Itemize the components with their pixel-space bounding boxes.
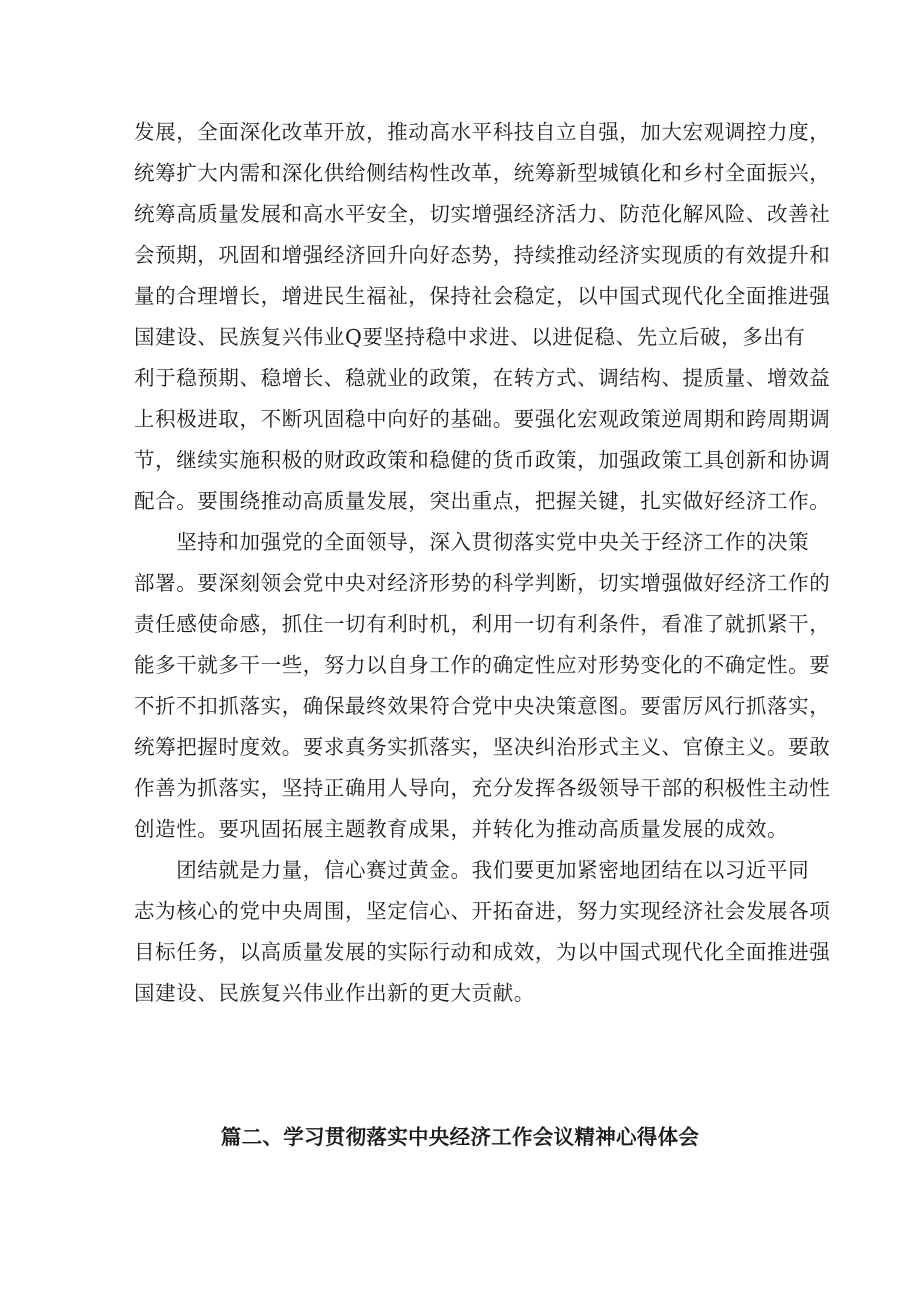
text-line: 量的合理增长，增进民生福祉，保持社会稳定，以中国式现代化全面推进强	[134, 284, 831, 308]
text-line: 创造性。要巩固拓展主题教育成果，并转化为推动高质量发展的成效。	[134, 817, 789, 841]
text-line: 目标任务，以高质量发展的实际行动和成效，为以中国式现代化全面推进强	[134, 940, 831, 964]
text-line: 责任感使命感，抓住一切有利时机，利用一切有利条件，看准了就抓紧干，	[134, 612, 831, 636]
text-line: 志为核心的党中央周围，坚定信心、开拓奋进，努力实现经济社会发展各项	[134, 899, 831, 923]
text-line: 国建设、民族复兴伟业作出新的更大贡献。	[134, 981, 535, 1005]
text-line: 作善为抓落实，坚持正确用人导向，充分发挥各级领导干部的积极性主动性	[134, 776, 831, 800]
text-line: 统筹把握时度效。要求真务实抓落实，坚决纠治形式主义、官僚主义。要敢	[134, 735, 831, 759]
text-line: 配合。要围绕推动高质量发展，突出重点，把握关键，扎实做好经济工作。	[134, 489, 831, 513]
text-line: 会预期，巩固和增强经济回升向好态势，持续推动经济实现质的有效提升和	[134, 243, 831, 267]
text-line: 坚持和加强党的全面领导，深入贯彻落实党中央关于经济工作的决策	[134, 530, 810, 554]
body-text	[134, 112, 831, 1014]
section-title: 篇二、学习贯彻落实中央经济工作会议精神心得体会	[220, 1125, 700, 1149]
text-line: 团结就是力量，信心赛过黄金。我们要更加紧密地团结在以习近平同	[134, 858, 810, 882]
text-line: 部署。要深刻领会党中央对经济形势的科学判断，切实增强做好经济工作的	[134, 571, 831, 595]
text-line: 能多干就多干一些，努力以自身工作的确定性应对形势变化的不确定性。要	[134, 653, 831, 677]
paragraph-1	[134, 112, 831, 522]
text-line: 国建设、民族复兴伟业Q要坚持稳中求进、以进促稳、先立后破，多出有	[134, 325, 806, 349]
text-line: 发展，全面深化改革开放，推动高水平科技自立自强，加大宏观调控力度，	[134, 120, 831, 144]
paragraph-2	[134, 522, 831, 850]
paragraph-3	[134, 850, 831, 1014]
text-line: 不折不扣抓落实，确保最终效果符合党中央决策意图。要雷厉风行抓落实，	[134, 694, 831, 718]
text-line: 统筹扩大内需和深化供给侧结构性改革，统筹新型城镇化和乡村全面振兴，	[134, 161, 831, 185]
text-line: 统筹高质量发展和高水平安全，切实增强经济活力、防范化解风险、改善社	[134, 202, 831, 226]
text-line: 利于稳预期、稳增长、稳就业的政策，在转方式、调结构、提质量、增效益	[134, 366, 831, 390]
text-line: 节，继续实施积极的财政政策和稳健的货币政策，加强政策工具创新和协调	[134, 448, 831, 472]
text-line: 上积极进取，不断巩固稳中向好的基础。要强化宏观政策逆周期和跨周期调	[134, 407, 831, 431]
